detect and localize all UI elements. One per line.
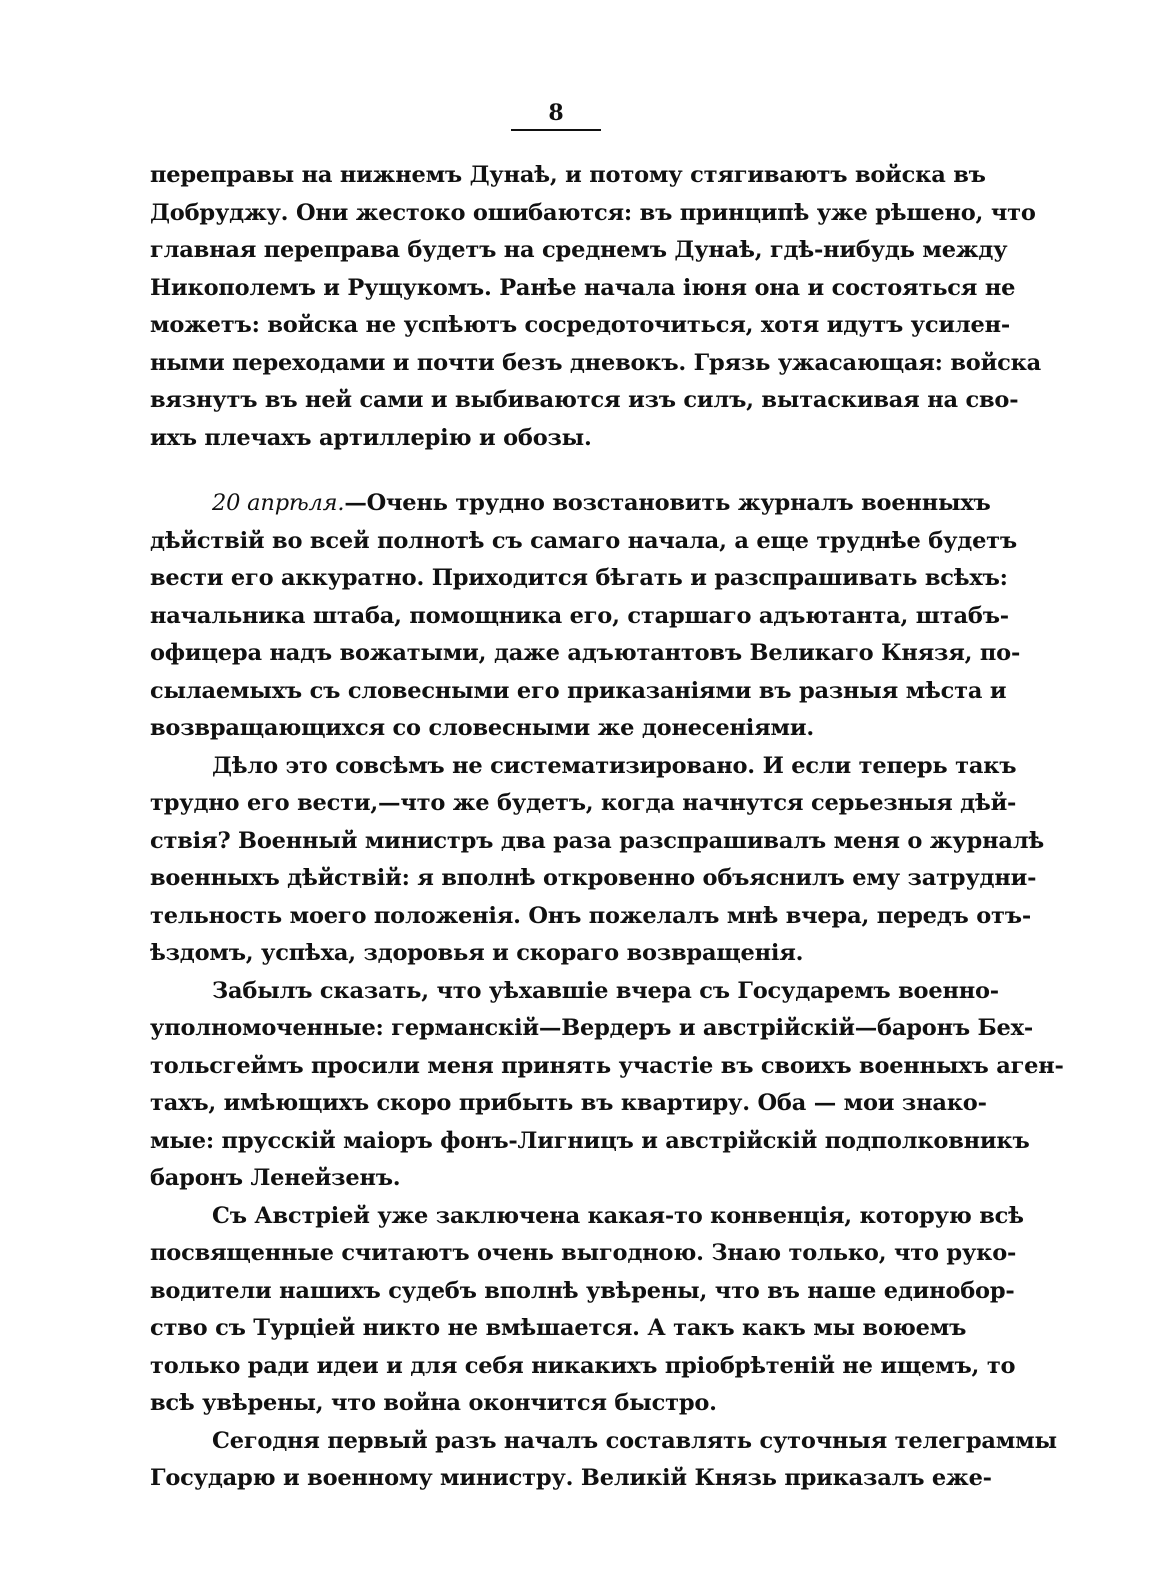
paragraph-4 <box>150 973 1064 1198</box>
text-line: Добруджу. Они жестоко ошибаются: въ принципѣ уже рѣшено, что <box>150 199 1036 226</box>
page-number: 8 <box>548 100 564 126</box>
paragraph-1 <box>150 157 1042 457</box>
paragraph-5 <box>150 1198 1024 1423</box>
paragraph-6 <box>150 1423 1057 1498</box>
text-line: Съ Австріей уже заключена какая-то конвенція, которую всѣ <box>212 1202 1024 1229</box>
text-line-with-date <box>150 485 991 523</box>
text-line: Никополемъ и Рущукомъ. Ранѣе начала іюня она и состояться не <box>150 274 1016 301</box>
text-line: Забылъ сказать, что уѣхавшіе вчера съ Государемъ военно- <box>212 977 999 1004</box>
text-line: посвященные считаютъ очень выгодною. Знаю только, что руко- <box>150 1240 1017 1266</box>
text-line: можетъ: войска не успѣютъ сосредоточиться, хотя идутъ усилен- <box>150 312 1011 338</box>
page-number-rule <box>511 129 601 131</box>
text-line: уполномоченные: германскій—Вердеръ и австрійскій—баронъ Бех- <box>150 1015 1034 1041</box>
paragraph-2 <box>150 485 1021 748</box>
text-block-main <box>150 485 1064 1498</box>
page-number-container <box>511 100 601 126</box>
text-line: ихъ плечахъ артиллерію и обозы. <box>150 424 592 451</box>
text-line: баронъ Ленейзенъ. <box>150 1165 401 1191</box>
text-line: тельность моего положенія. Онъ пожелалъ мнѣ вчера, передъ отъ- <box>150 902 1031 929</box>
text-line: вести его аккуратно. Приходится бѣгать и разспрашивать всѣхъ: <box>150 565 1008 591</box>
text-line: сылаемыхъ съ словесными его приказаніями въ разныя мѣста и <box>150 677 1007 704</box>
text-line: начальника штаба, помощника его, старшаго адъютанта, штабъ- <box>150 602 1009 629</box>
text-line: Дѣло это совсѣмъ не систематизировано. И если теперь такъ <box>212 752 1017 779</box>
text-line: Сегодня первый разъ началъ составлять суточныя телеграммы <box>212 1427 1057 1454</box>
text-line: вязнутъ въ ней сами и выбиваются изъ силъ, вытаскивая на сво- <box>150 387 1019 413</box>
text-line: офицера надъ вожатыми, даже адъютантовъ Великаго Князя, по- <box>150 640 1021 666</box>
text-line: военныхъ дѣйствій: я вполнѣ откровенно объяснилъ ему затрудни- <box>150 865 1037 891</box>
text-line: мые: прусскій маіоръ фонъ-Лигницъ и австрійскій подполковникъ <box>150 1127 1030 1154</box>
text-line: дѣйствій во всей полнотѣ съ самаго начала, а еще труднѣе будетъ <box>150 527 1017 554</box>
text-line: ѣздомъ, успѣха, здоровья и скораго возвращенія. <box>150 940 804 966</box>
text-line: всѣ увѣрены, что война окончится быстро. <box>150 1390 717 1416</box>
text-line: ными переходами и почти безъ дневокъ. Грязь ужасающая: войска <box>150 349 1042 376</box>
paragraph-3 <box>150 748 1044 973</box>
text-line: трудно его вести,—что же будетъ, когда начнутся серьезныя дѣй- <box>150 790 1017 816</box>
text-line: переправы на нижнемъ Дунаѣ, и потому стягиваютъ войска въ <box>150 162 986 188</box>
text-line: ствія? Военный министръ два раза разспрашивалъ меня о журналѣ <box>150 827 1044 854</box>
text-line: только ради идеи и для себя никакихъ пріобрѣтеній не ищемъ, то <box>150 1352 1016 1379</box>
text-line: Государю и военному министру. Великій Князь приказалъ еже- <box>150 1465 992 1491</box>
date-heading: 20 апрѣля. <box>212 490 345 516</box>
text-line: главная переправа будетъ на среднемъ Дунаѣ, гдѣ-нибудь между <box>150 237 1008 263</box>
text-line: тольсгеймъ просили меня принять участіе въ своихъ военныхъ аген- <box>150 1052 1064 1079</box>
text-line: ство съ Турціей никто не вмѣшается. А такъ какъ мы воюемъ <box>150 1315 967 1341</box>
text-line: возвращающихся со словесными же донесеніями. <box>150 715 814 741</box>
text-line: водители нашихъ судебъ вполнѣ увѣрены, что въ наше единобор- <box>150 1277 1015 1304</box>
text-block-top <box>150 157 1042 457</box>
text-line: —Очень трудно возстановить журналъ военныхъ <box>344 490 991 516</box>
text-line: тахъ, имѣющихъ скоро прибыть въ квартиру. Оба — мои знако- <box>150 1090 987 1116</box>
